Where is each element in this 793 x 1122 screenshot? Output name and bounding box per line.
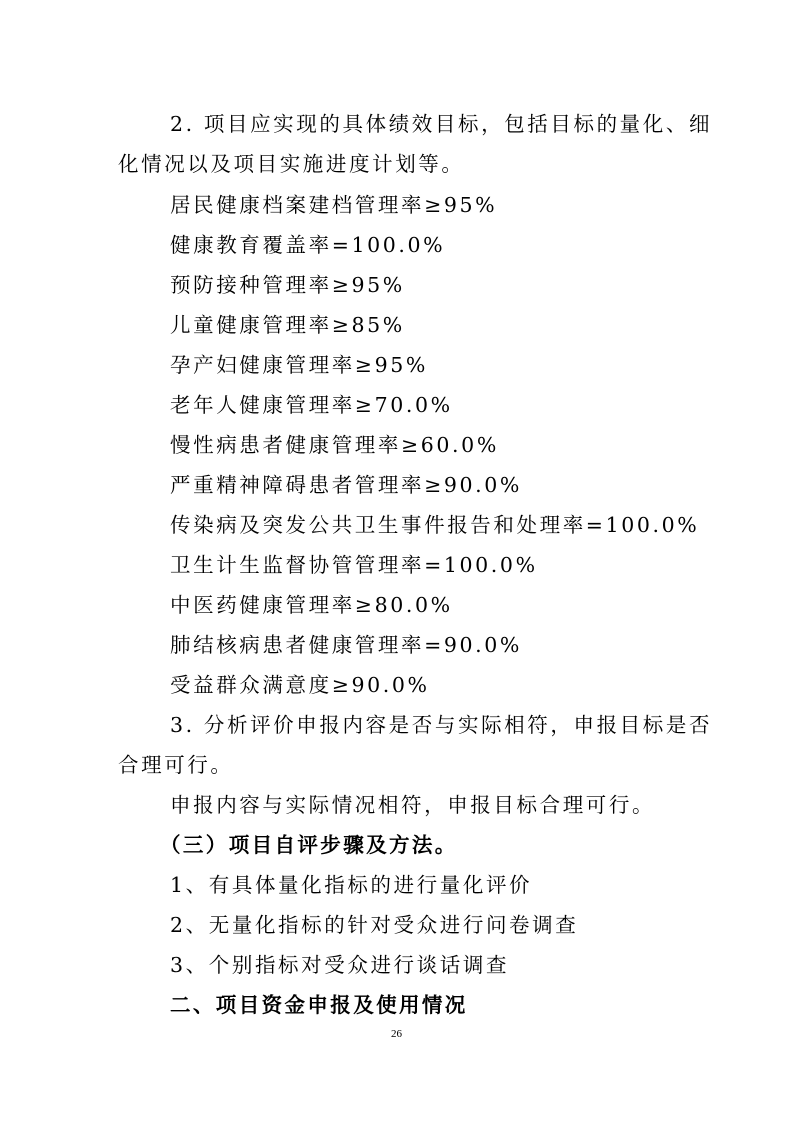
metric-item: 受益群众满意度≥90.0% — [170, 673, 430, 697]
metric-item: 中医药健康管理率≥80.0% — [170, 593, 453, 617]
step-item: 2、无量化指标的针对受众进行问卷调查 — [170, 913, 579, 937]
metric-item: 健康教育覆盖率=100.0% — [170, 233, 446, 257]
step-item: 3、个别指标对受众进行谈话调查 — [170, 953, 510, 977]
metric-item: 预防接种管理率≥95% — [170, 273, 405, 297]
metric-item: 老年人健康管理率≥70.0% — [170, 393, 453, 417]
metric-item: 慢性病患者健康管理率≥60.0% — [170, 433, 499, 457]
metric-item: 传染病及突发公共卫生事件报告和处理率=100.0% — [170, 513, 700, 537]
section3-heading-line1: 3. 分析评价申报内容是否与实际相符，申报目标是否 — [170, 713, 713, 737]
metric-item: 孕产妇健康管理率≥95% — [170, 353, 428, 377]
page-number: 26 — [391, 1028, 402, 1040]
section3-answer: 申报内容与实际情况相符，申报目标合理可行。 — [170, 793, 656, 817]
chapter-heading: 二、项目资金申报及使用情况 — [170, 993, 468, 1017]
metric-item: 居民健康档案建档管理率≥95% — [170, 193, 498, 217]
section3-heading-line2: 合理可行。 — [118, 753, 234, 777]
section2-heading-line1: 2. 项目应实现的具体绩效目标，包括目标的量化、细 — [170, 112, 713, 136]
metric-item: 儿童健康管理率≥85% — [170, 313, 405, 337]
section2-heading-line2: 化情况以及项目实施进度计划等。 — [118, 152, 465, 176]
step-item: 1、有具体量化指标的进行量化评价 — [170, 873, 533, 897]
metric-item: 卫生计生监督协管管理率=100.0% — [170, 553, 538, 577]
metric-item: 肺结核病患者健康管理率=90.0% — [170, 633, 522, 657]
metric-item: 严重精神障碍患者管理率≥90.0% — [170, 473, 522, 497]
subsection-title: （三）项目自评步骤及方法。 — [160, 833, 458, 857]
